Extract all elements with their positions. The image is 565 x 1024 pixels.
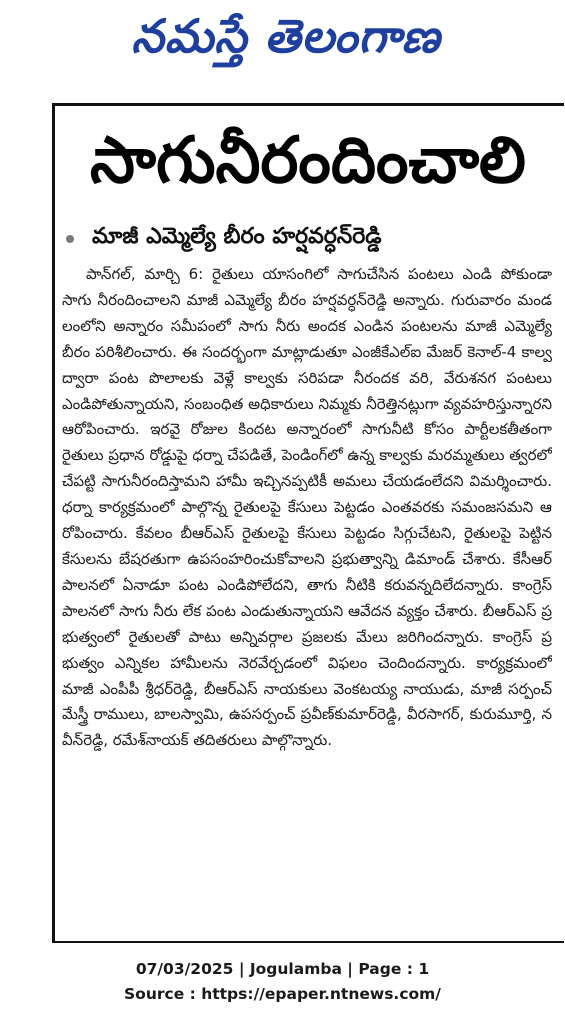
edition-info: 07/03/2025 | Jogulamba | Page : 1 [135,960,430,978]
article-body: పాన్‌గల్, మార్చి 6: రైతులు యాసంగిలో సాగుచేసిన పంటలు ఎండి పోకుండా సాగు నీరందించాలని మాజీ ఎమ్మెల్యే బీరం హర్షవర్ధన్‌రెడ్డి అన్నారు. గురువారం మండలంలోని అన్నారం సమీపంలో సాగు నీరు అందక ఎండిన పంటలను మాజీ ఎమ్మెల్యే బీరం పరిశీలించారు. ఈ సందర్భంగా మాట్లాడుతూ ఎంజీకేఎల్ఐ మేజర్ కెనాల్-4 కాల్వ ద్వారా పంట పొలాలకు వెళ్లే కాల్వకు సరిపడా నీరందక వరి, వేరుశనగ పంటలు ఎండిపోతున్నాయని, సంబంధిత అధికారులు నిమ్మకు నీరెత్తినట్లుగా వ్యవహరిస్తున్నారని ఆరోపించారు. ఇరవై రోజుల కిందట అన్నారంలో సాగునీటి కోసం పార్టీలకతీతంగా రైతులు ప్రధాన రోడ్డుపై ధర్నా చేపడితే, పెండింగ్‌లో ఉన్న కాల్వకు మరమ్మతులు త్వరలో చేపట్టి సాగునీరందిస్తామని హామీ ఇచ్చినప్పటికీ అమలు చేయడంలేదని విమర్శించారు. ధర్నా కార్యక్రమంలో పాల్గొన్న రైతులపై కేసులు పెట్టడం ఎంతవరకు సమంజసమని ఆరోపించారు. కేవలం బీఆర్ఎస్ రైతులపై కేసులు పెట్టడం సిగ్గుచేటని, రైతులపై పెట్టిన కేసులను బేషరతుగా ఉపసంహరించుకోవాలని ప్రభుత్వాన్ని డిమాండ్ చేశారు. కేసీఆర్ పాలనలో ఏనాడూ పంట ఎండిపోలేదని, తాగు నీటికి కరువన్నదిలేదన్నారు. కాంగ్రెస్ పాలనలో సాగు నీరు లేక పంట ఎండుతున్నాయని ఆవేదన వ్యక్తం చేశారు. బీఆర్ఎస్ ప్రభుత్వంలో రైతులతో పాటు అన్నివర్గాల ప్రజలకు మేలు జరిగిందన్నారు. కాంగ్రెస్ ప్రభుత్వం ఎన్నికల హామీలను నెరవేర్చడంలో విఫలం చెందిందన్నారు. కార్యక్రమంలో మాజీ ఎంపీపీ శ్రీధర్‌రెడ్డి, బీఆర్ఎస్ నాయకులు వెంకటయ్య నాయుడు, మాజీ సర్పంచ్ మేస్త్రీ రాములు, బాలస్వామి, ఉపసర్పంచ్ ప్రవీణ్‌కుమార్‌రెడ్డి, వీరసాగర్, కురుమూర్తి, నవీన్‌రెడ్డి, రమేశ్‌నాయక్ తదితరులు పాల్గొన్నారు. [62,265,552,750]
byline-text: మాజీ ఎమ్మెల్యే బీరం హర్షవర్ధన్‌రెడ్డి [92,224,382,249]
masthead-logo: నమస్తే తెలంగాణ [131,9,441,63]
source-link[interactable]: Source : https://epaper.ntnews.com/ [124,985,441,1003]
bullet-icon [66,235,74,243]
article-bottom-border [52,941,564,943]
article-left-border [52,103,55,943]
article-headline: సాగునీరందించాలి [90,124,526,198]
article-top-border [52,103,564,106]
article-byline [62,222,532,256]
